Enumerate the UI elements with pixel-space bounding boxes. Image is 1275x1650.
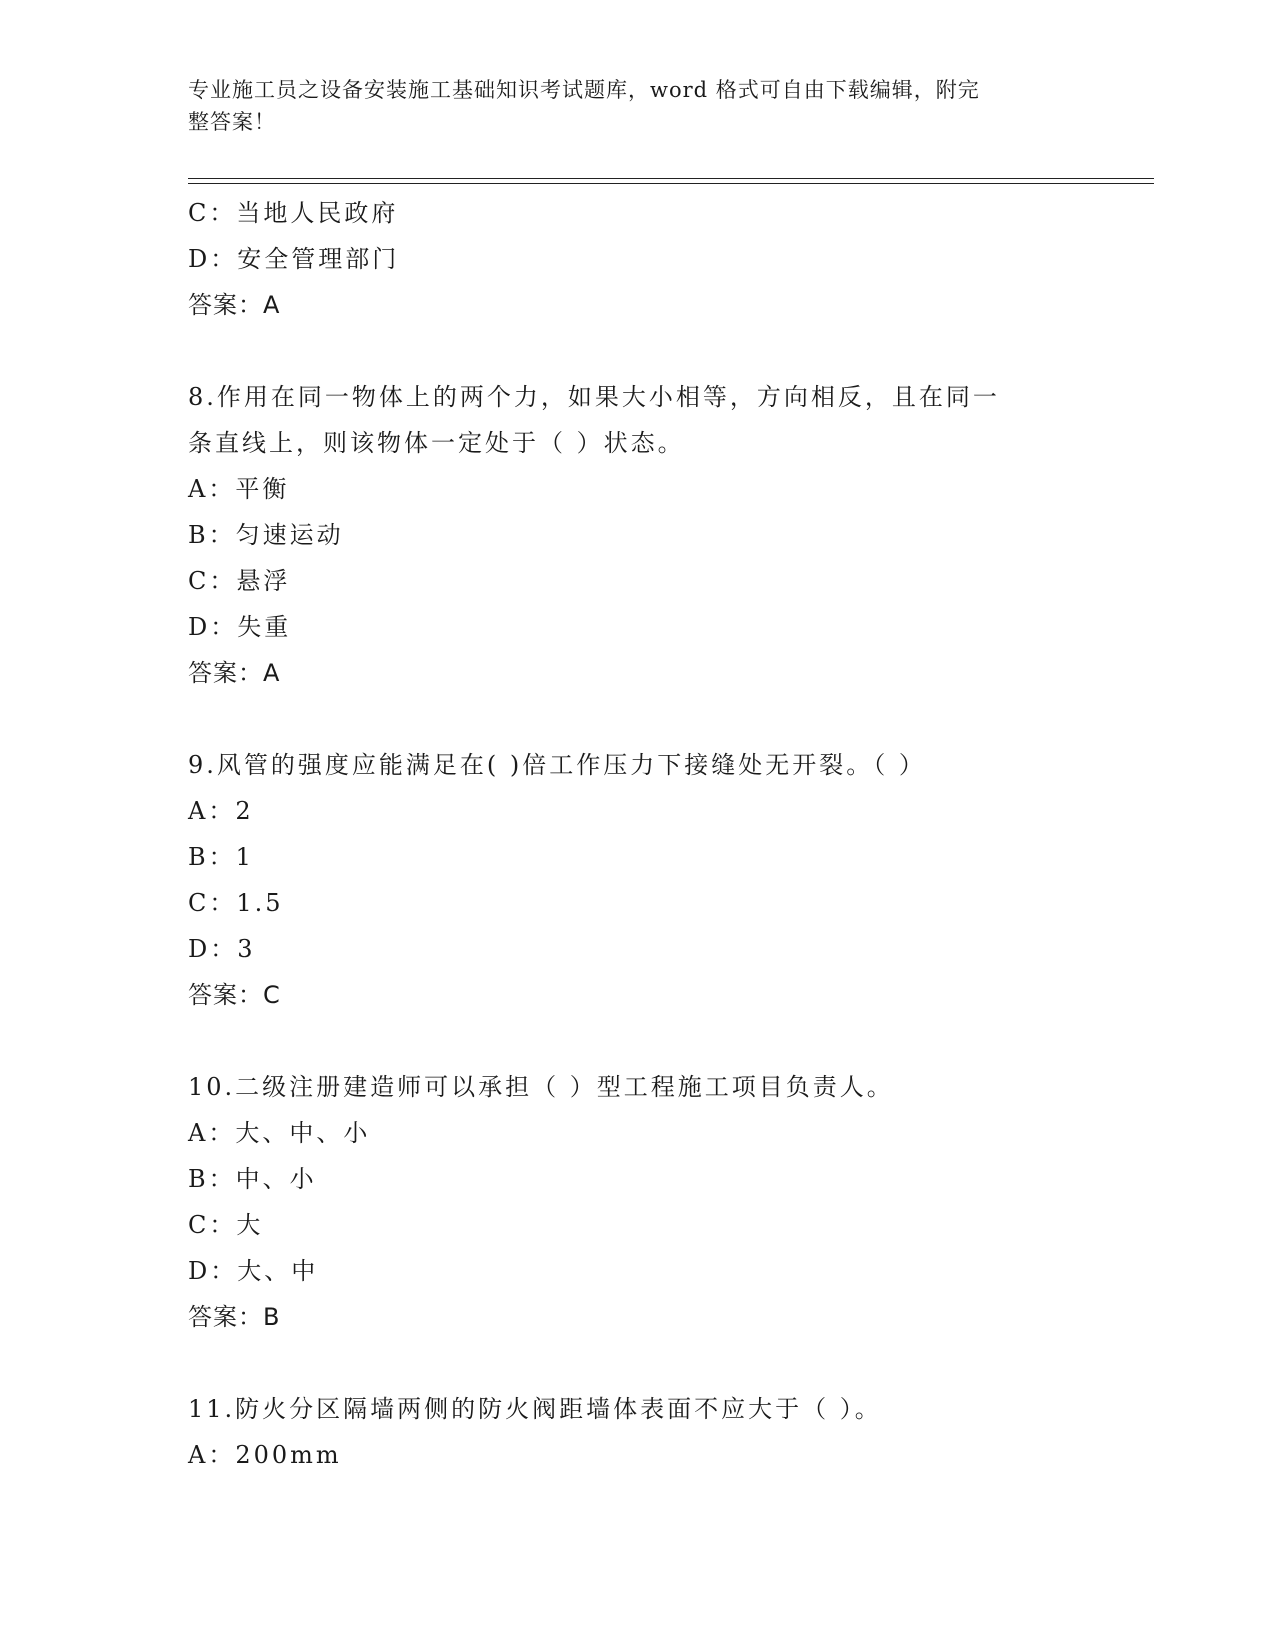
option-a: A：200mm (188, 1441, 342, 1469)
question-11 (188, 1386, 1088, 1478)
option-a: A：大、中、小 (188, 1119, 371, 1147)
header-title-line1: 专业施工员之设备安装施工基础知识考试题库，word 格式可自由下载编辑，附完 (188, 78, 980, 102)
spacer (188, 1340, 1088, 1386)
option-b: B：匀速运动 (188, 521, 344, 549)
question-9 (188, 742, 1088, 1018)
option-c: C：大 (188, 1211, 264, 1239)
option-d: D：安全管理部门 (188, 245, 400, 273)
spacer (188, 696, 1088, 742)
question-7-tail (188, 190, 1088, 328)
spacer (188, 1018, 1088, 1064)
header-rule-top (188, 178, 1154, 179)
question-text-line2: 条直线上，则该物体一定处于（ ）状态。 (188, 429, 685, 457)
answer-line: 答案：B (188, 1303, 281, 1331)
option-b: B：1 (188, 843, 254, 871)
answer-line: 答案：C (188, 981, 281, 1009)
question-list (188, 190, 1088, 1478)
answer-line: 答案：A (188, 291, 281, 319)
option-a: A：2 (188, 797, 254, 825)
answer-line: 答案：A (188, 659, 281, 687)
option-c: C：1.5 (188, 889, 284, 917)
header-title-line2: 整答案！ (188, 110, 276, 134)
question-text-line1: 9.风管的强度应能满足在( )倍工作压力下接缝处无开裂。（ ） (188, 751, 926, 779)
option-b: B：中、小 (188, 1165, 317, 1193)
document-header (188, 74, 1068, 138)
question-text-line1: 11.防火分区隔墙两侧的防火阀距墙体表面不应大于（ ）。 (188, 1395, 882, 1423)
question-text-line1: 10.二级注册建造师可以承担（ ）型工程施工项目负责人。 (188, 1073, 894, 1101)
option-a: A：平衡 (188, 475, 290, 503)
spacer (188, 328, 1088, 374)
option-c: C：悬浮 (188, 567, 291, 595)
question-10 (188, 1064, 1088, 1340)
option-d: D：大、中 (188, 1257, 319, 1285)
option-d: D：3 (188, 935, 256, 963)
question-text-line1: 8.作用在同一物体上的两个力，如果大小相等，方向相反，且在同一 (188, 383, 1000, 411)
option-c: C：当地人民政府 (188, 199, 399, 227)
header-rule-bottom (188, 183, 1154, 184)
question-8 (188, 374, 1088, 696)
option-d: D：失重 (188, 613, 292, 641)
